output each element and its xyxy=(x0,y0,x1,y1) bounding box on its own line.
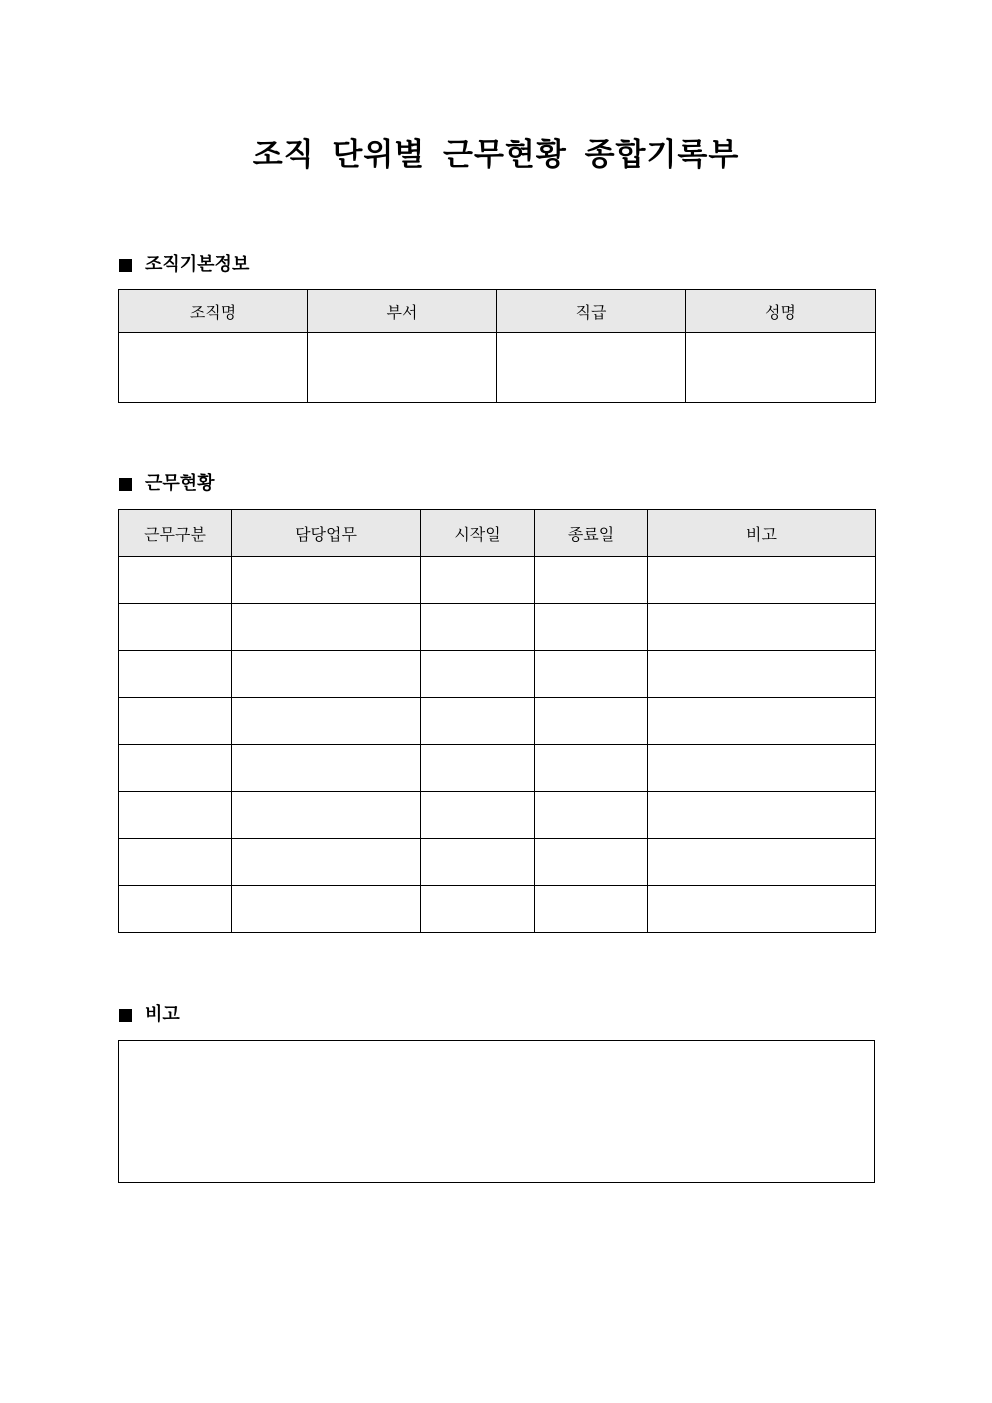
work-status-heading xyxy=(119,472,215,496)
work-status-col-header: 비고 xyxy=(648,510,876,557)
table-cell[interactable] xyxy=(535,839,648,886)
table-cell[interactable] xyxy=(535,886,648,933)
table-cell[interactable] xyxy=(648,557,876,604)
work-status-col-header: 종료일 xyxy=(535,510,648,557)
table-cell[interactable] xyxy=(648,792,876,839)
square-bullet-icon xyxy=(119,1009,132,1022)
org-name-cell[interactable] xyxy=(119,333,308,403)
table-cell[interactable] xyxy=(421,604,535,651)
table-cell[interactable] xyxy=(421,792,535,839)
table-cell[interactable] xyxy=(648,698,876,745)
table-cell[interactable] xyxy=(535,792,648,839)
table-cell[interactable] xyxy=(232,651,421,698)
org-info-heading-label: 조직기본정보 xyxy=(145,254,250,275)
table-cell[interactable] xyxy=(232,698,421,745)
work-status-col-header: 근무구분 xyxy=(119,510,232,557)
table-cell[interactable] xyxy=(119,886,232,933)
document-title: 조직 단위별 근무현황 종합기록부 xyxy=(252,137,740,173)
square-bullet-icon xyxy=(119,259,132,272)
table-cell[interactable] xyxy=(119,792,232,839)
table-cell[interactable] xyxy=(421,698,535,745)
table-cell[interactable] xyxy=(232,557,421,604)
table-cell[interactable] xyxy=(648,604,876,651)
org-info-table xyxy=(118,289,876,403)
table-cell[interactable] xyxy=(232,792,421,839)
work-status-header-row xyxy=(119,510,876,557)
org-info-heading xyxy=(119,253,249,277)
table-row xyxy=(119,698,876,745)
work-status-col-header: 담당업무 xyxy=(232,510,421,557)
table-row xyxy=(119,839,876,886)
table-row xyxy=(119,886,876,933)
work-status-table xyxy=(118,509,876,933)
table-cell[interactable] xyxy=(535,698,648,745)
table-cell[interactable] xyxy=(232,745,421,792)
org-info-header-row xyxy=(119,290,876,333)
table-cell[interactable] xyxy=(119,698,232,745)
org-info-row xyxy=(119,333,876,403)
org-info-col-header: 직급 xyxy=(497,290,686,333)
work-status-heading-label: 근무현황 xyxy=(145,473,215,494)
table-row xyxy=(119,557,876,604)
table-cell[interactable] xyxy=(648,745,876,792)
table-cell[interactable] xyxy=(535,604,648,651)
department-cell[interactable] xyxy=(308,333,497,403)
work-status-col-header: 시작일 xyxy=(421,510,535,557)
table-cell[interactable] xyxy=(535,651,648,698)
table-row xyxy=(119,792,876,839)
table-row xyxy=(119,651,876,698)
org-info-col-header: 성명 xyxy=(686,290,876,333)
rank-cell[interactable] xyxy=(497,333,686,403)
table-cell[interactable] xyxy=(535,557,648,604)
table-cell[interactable] xyxy=(421,745,535,792)
remarks-box[interactable] xyxy=(118,1040,875,1183)
table-cell[interactable] xyxy=(535,745,648,792)
table-row xyxy=(119,745,876,792)
org-info-col-header: 조직명 xyxy=(119,290,308,333)
table-cell[interactable] xyxy=(421,557,535,604)
table-cell[interactable] xyxy=(119,745,232,792)
square-bullet-icon xyxy=(119,478,132,491)
table-cell[interactable] xyxy=(119,651,232,698)
table-cell[interactable] xyxy=(421,651,535,698)
org-info-col-header: 부서 xyxy=(308,290,497,333)
table-cell[interactable] xyxy=(119,604,232,651)
table-cell[interactable] xyxy=(232,886,421,933)
table-cell[interactable] xyxy=(648,839,876,886)
remarks-heading xyxy=(119,1003,180,1027)
table-cell[interactable] xyxy=(648,651,876,698)
remarks-heading-label: 비고 xyxy=(145,1004,180,1025)
table-cell[interactable] xyxy=(232,839,421,886)
table-cell[interactable] xyxy=(232,604,421,651)
table-row xyxy=(119,604,876,651)
table-cell[interactable] xyxy=(421,886,535,933)
table-cell[interactable] xyxy=(421,839,535,886)
person-name-cell[interactable] xyxy=(686,333,876,403)
table-cell[interactable] xyxy=(119,557,232,604)
table-cell[interactable] xyxy=(119,839,232,886)
table-cell[interactable] xyxy=(648,886,876,933)
